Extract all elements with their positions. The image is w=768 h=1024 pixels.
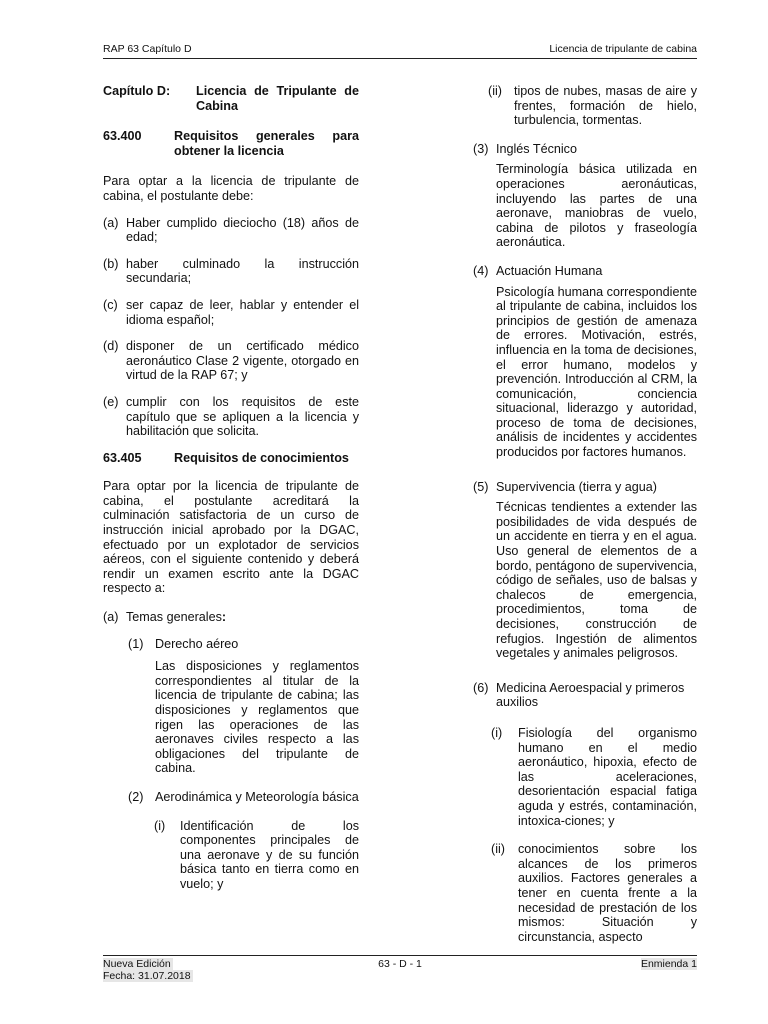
sub-marker: (ii) xyxy=(491,842,505,857)
sub-marker: (3) xyxy=(473,141,489,156)
list-marker: (a) xyxy=(103,610,119,625)
sub-marker: (i) xyxy=(491,725,503,740)
list-item xyxy=(103,339,359,383)
list-item xyxy=(103,298,359,327)
footer-page-number: 63 - D - 1 xyxy=(378,958,422,970)
section-63-400-intro: Para optar a la licencia de tripulante de cabina, el postulante debe: xyxy=(103,174,359,203)
list-text: Temas generales xyxy=(126,610,222,625)
list-colon: : xyxy=(221,610,227,625)
subitem-5-body: Técnicas tendientes a extender las posibilidades de vida después de un accidente en tierra y en el agua. Uso general de elementos de a bordo, pentágono de supervivencia, código de señales, uso de balsas y chalecos de emergencia, procedimientos, toma de decisiones, construcción de refugios. Ingestión de alimentos vegetales y animales peligrosos. xyxy=(496,500,697,661)
header-right: Licencia de tripulante de cabina xyxy=(549,43,697,55)
sub-marker: (2) xyxy=(128,789,144,804)
chapter-name: Licencia de Tripulante de Cabina xyxy=(196,84,359,113)
section-number: 63.400 xyxy=(103,129,142,144)
list-item xyxy=(103,257,359,286)
left-column xyxy=(103,84,359,906)
sub-text: tipos de nubes, masas de aire y frentes, formación de hielo, turbulencia, tormentas. xyxy=(514,84,697,128)
sub-label: Derecho aéreo xyxy=(155,636,239,651)
chapter-title xyxy=(103,84,359,113)
subitem-5 xyxy=(473,480,697,495)
list-text: cumplir con los requisitos de este capítulo que se apliquen a la licencia y habilitación que solicita. xyxy=(126,394,359,439)
subitem-3 xyxy=(473,142,697,157)
list-marker: (c) xyxy=(103,297,118,312)
section-name: Requisitos de conocimientos xyxy=(174,450,349,465)
sub-marker: (5) xyxy=(473,479,489,494)
sub-label: Actuación Humana xyxy=(496,263,603,278)
footer-date: Fecha: 31.07.2018 xyxy=(103,970,191,982)
sub-text: Identificación de los componentes principales de una aeronave y de su función básica tanto en tierra como en vuelo; y xyxy=(180,818,359,891)
list-text: disponer de un certificado médico aeronáutico Clase 2 vigente, otorgado en virtud de la RAP 67; y xyxy=(126,339,359,383)
list-marker: (b) xyxy=(103,256,119,271)
section-63-405-intro: Para optar por la licencia de tripulante de cabina, el postulante acreditará la culminación satisfactoria de un curso de instrucción inicial aprobado por la DGAC, efectuado por un explotador de servicios aéreos, con el siguiente contenido y deberá rendir un examen escrito ante la DGAC respecto a: xyxy=(103,479,359,596)
sub-marker: (ii) xyxy=(488,84,502,98)
page-header xyxy=(103,42,697,59)
subitem-2 xyxy=(103,790,359,805)
sub-label: Supervivencia (tierra y agua) xyxy=(496,479,657,494)
sub-text: conocimientos sobre los alcances de los primeros auxilios. Factores generales a tener en cuenta frente a la necesidad de prestación de los mismos: Situación y circunstancia, aspecto xyxy=(518,842,697,944)
sub-marker: (6) xyxy=(473,680,489,695)
header-left: RAP 63 Capítulo D xyxy=(103,43,192,55)
list-marker: (a) xyxy=(103,215,119,230)
list-item xyxy=(103,395,359,439)
subitem-1 xyxy=(103,637,359,652)
list-item xyxy=(103,216,359,245)
section-number: 63.405 xyxy=(103,450,142,465)
subitem-4-body: Psicología humana correspondiente al tripulante de cabina, incluidos los principios de gestión de amenaza de errores. Motivación, estrés, influencia en la toma de decisiones, el error humano, modelos y prevención. Introducción al CRM, la comunicación, conciencia situacional, liderazgo y autoridad, proceso de toma de decisiones, análisis de incidentes y accidentes producidos por factores humanos. xyxy=(496,284,697,460)
subitem-4 xyxy=(473,264,697,279)
subitem-6-i xyxy=(473,726,697,828)
sub-label: Aerodinámica y Meteorología básica xyxy=(155,789,359,804)
page-footer xyxy=(103,955,697,982)
footer-amendment: Enmienda 1 xyxy=(640,958,697,970)
sub-marker: (4) xyxy=(473,263,489,278)
list-marker: (d) xyxy=(103,339,119,354)
subitem-3-body: Terminología básica utilizada en operaciones aeronáuticas, incluyendo las partes de una aeronave, maniobras de vuelo, cabina de pilotos y fraseología aeronáutica. xyxy=(496,162,697,250)
list-text: Haber cumplido dieciocho (18) años de edad; xyxy=(126,215,359,245)
subitem-6 xyxy=(473,681,697,710)
list-text: haber culminado la instrucción secundaria; xyxy=(126,256,359,286)
sub-marker: (1) xyxy=(128,636,144,651)
subitem-2-i xyxy=(103,819,359,892)
subitem-1-body: Las disposiciones y reglamentos correspondientes al titular de la licencia de tripulante de cabina; las disposiciones y reglamentos que rigen las operaciones de las aeronaves civiles respecto a las obligaciones del tripulante de cabina. xyxy=(155,659,359,776)
section-63-400-title xyxy=(103,129,359,158)
footer-edition: Nueva Edición xyxy=(103,958,171,970)
list-marker: (e) xyxy=(103,394,119,409)
subitem-6-ii xyxy=(473,842,697,944)
list-item-a xyxy=(103,610,359,625)
sub-marker: (i) xyxy=(154,818,166,833)
chapter-label: Capítulo D: xyxy=(103,84,171,98)
subitem-2-ii xyxy=(473,84,697,128)
section-63-405-title xyxy=(103,451,359,466)
sub-text: Fisiología del organismo humano en el medio aeronáutico, hipoxia, efecto de las aceleraciones, desorientación espacial fatiga aguda y estrés, contaminación, intoxica-ciones; y xyxy=(518,725,697,828)
list-text: ser capaz de leer, hablar y entender el idioma español; xyxy=(126,297,359,327)
sub-label: Inglés Técnico xyxy=(496,141,577,156)
section-name: Requisitos generales para obtener la licencia xyxy=(174,129,359,158)
right-column xyxy=(473,84,697,958)
sub-label: Medicina Aeroespacial y primeros auxilios xyxy=(496,680,685,710)
